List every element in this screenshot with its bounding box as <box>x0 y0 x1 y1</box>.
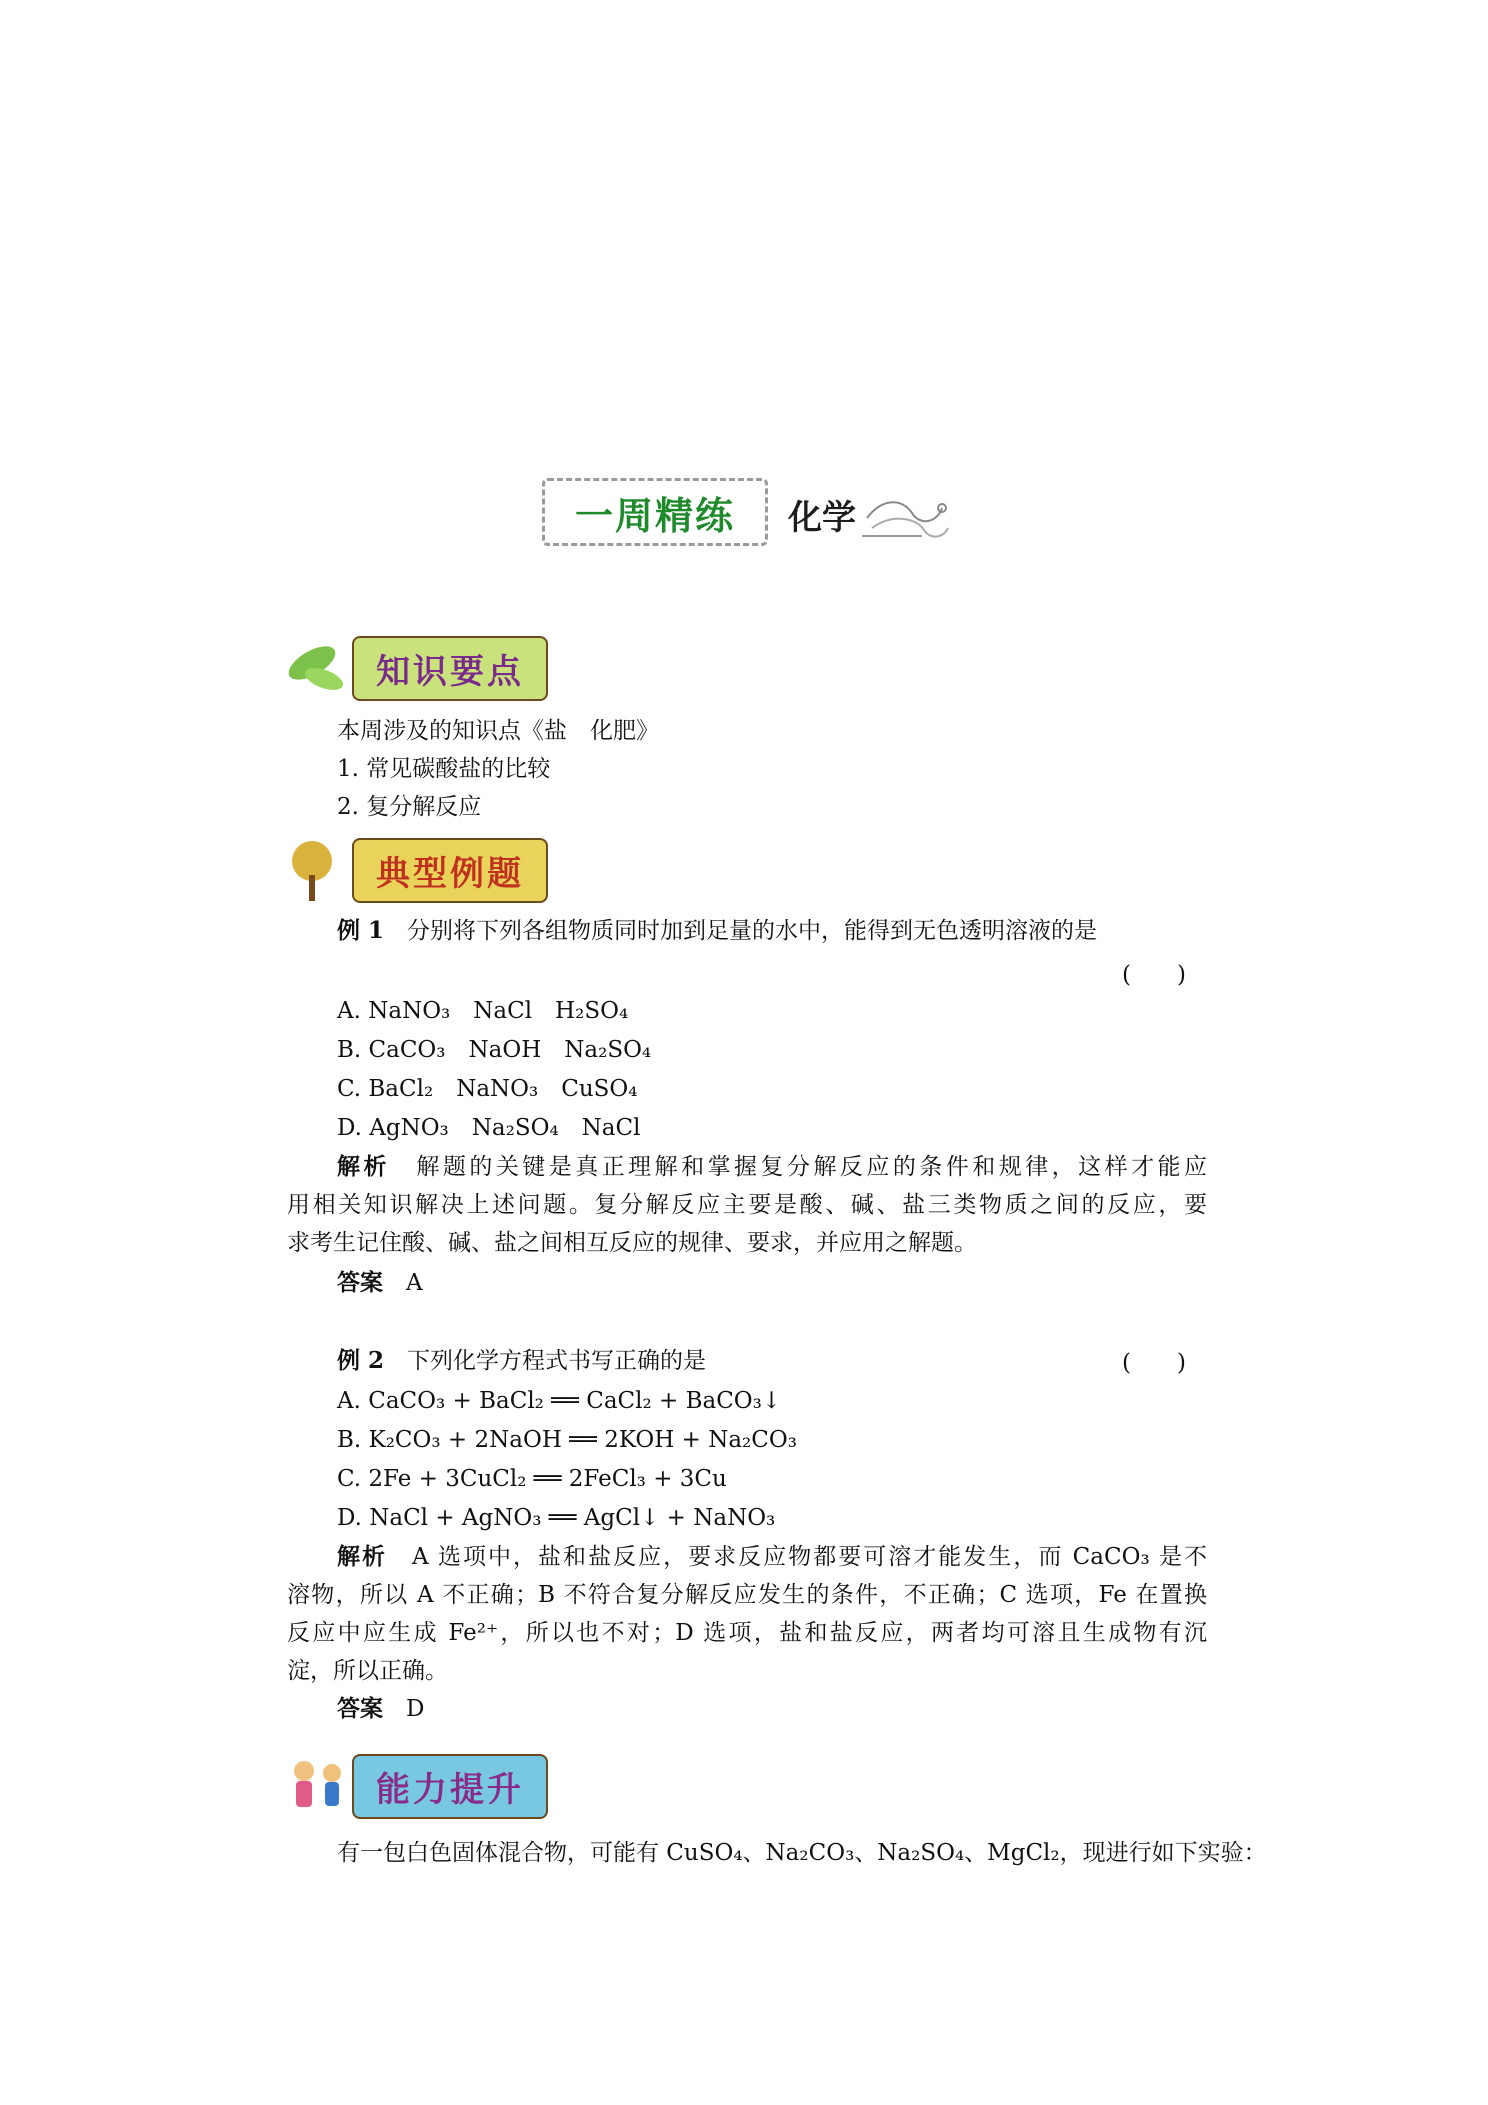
section-title-ability: 能力提升 <box>352 1754 548 1819</box>
knowledge-intro: 本周涉及的知识点《盐 化肥》 <box>337 718 659 744</box>
example2-analysis-text: A 选项中，盐和盐反应，要求反应物都要可溶才能发生，而 CaCO₃ 是不 <box>412 1544 1207 1570</box>
example1-analysis-label: 解析 <box>337 1153 390 1180</box>
example2-option-c: C. 2Fe + 3CuCl₂ ══ 2FeCl₃ + 3Cu <box>337 1466 727 1492</box>
section-banner-examples <box>282 838 548 902</box>
example1-answer-value: A <box>406 1270 423 1296</box>
example1-analysis-line: 求考生记住酸、碱、盐之间相互反应的规律、要求，并应用之解题。 <box>287 1230 977 1256</box>
example1-analysis-text: 解题的关键是真正理解和掌握复分解反应的条件和规律，这样才能应 <box>416 1154 1207 1180</box>
example2-answer-value: D <box>406 1696 425 1722</box>
section-banner-ability <box>282 1754 548 1818</box>
knowledge-item: 2. 复分解反应 <box>337 794 482 820</box>
tree-icon <box>282 835 352 905</box>
page-header <box>532 470 952 550</box>
example1-answer-blank: ( ) <box>1122 962 1186 988</box>
example1-answer <box>337 1266 423 1300</box>
example1-option-c: C. BaCl₂ NaNO₃ CuSO₄ <box>337 1076 638 1102</box>
example2-analysis-line: 反应中应生成 Fe²⁺，所以也不对；D 选项，盐和盐反应，两者均可溶且生成物有沉 <box>287 1620 1207 1646</box>
swirl-ornament-icon <box>862 478 952 548</box>
example1-analysis-line <box>337 1150 1207 1184</box>
ability-text: 有一包白色固体混合物，可能有 CuSO₄、Na₂CO₃、Na₂SO₄、MgCl₂，现进行如下实验： <box>337 1840 1267 1866</box>
example2-answer <box>337 1692 424 1726</box>
section-title-knowledge: 知识要点 <box>352 636 548 701</box>
example2-question: 下列化学方程式书写正确的是 <box>407 1348 707 1374</box>
example2-question-line <box>337 1344 706 1378</box>
example2-analysis-line: 溶物，所以 A 不正确；B 不符合复分解反应发生的条件，不正确；C 选项，Fe 在置换 <box>287 1582 1207 1608</box>
example2-answer-label: 答案 <box>337 1695 383 1722</box>
children-icon <box>282 1751 352 1821</box>
example2-option-d: D. NaCl + AgNO₃ ══ AgCl↓ + NaNO₃ <box>337 1505 776 1531</box>
section-banner-knowledge <box>282 636 548 700</box>
example2-answer-blank: ( ) <box>1122 1350 1186 1376</box>
example1-analysis-line: 用相关知识解决上述问题。复分解反应主要是酸、碱、盐三类物质之间的反应，要 <box>287 1192 1207 1218</box>
example2-option-b: B. K₂CO₃ + 2NaOH ══ 2KOH + Na₂CO₃ <box>337 1427 797 1453</box>
header-subject: 化学 <box>788 498 856 538</box>
example2-analysis-label: 解析 <box>337 1543 388 1570</box>
example2-analysis-line <box>337 1540 1207 1574</box>
example2-option-a: A. CaCO₃ + BaCl₂ ══ CaCl₂ + BaCO₃↓ <box>337 1388 782 1414</box>
example1-option-d: D. AgNO₃ Na₂SO₄ NaCl <box>337 1115 641 1141</box>
example1-question: 分别将下列各组物质同时加到足量的水中，能得到无色透明溶液的是 <box>407 918 1098 944</box>
leaf-icon <box>282 633 352 703</box>
example2-label: 例 2 <box>337 1347 385 1374</box>
knowledge-item: 1. 常见碳酸盐的比较 <box>337 756 551 782</box>
example1-question-line <box>337 914 1097 948</box>
section-title-examples: 典型例题 <box>352 838 548 903</box>
example1-label: 例 1 <box>337 917 385 944</box>
example1-option-a: A. NaNO₃ NaCl H₂SO₄ <box>337 998 629 1024</box>
example1-option-b: B. CaCO₃ NaOH Na₂SO₄ <box>337 1037 652 1063</box>
header-title: 一周精练 <box>574 493 735 538</box>
example1-answer-label: 答案 <box>337 1269 383 1296</box>
header-title-box <box>542 478 768 546</box>
example2-analysis-line: 淀，所以正确。 <box>287 1658 448 1684</box>
